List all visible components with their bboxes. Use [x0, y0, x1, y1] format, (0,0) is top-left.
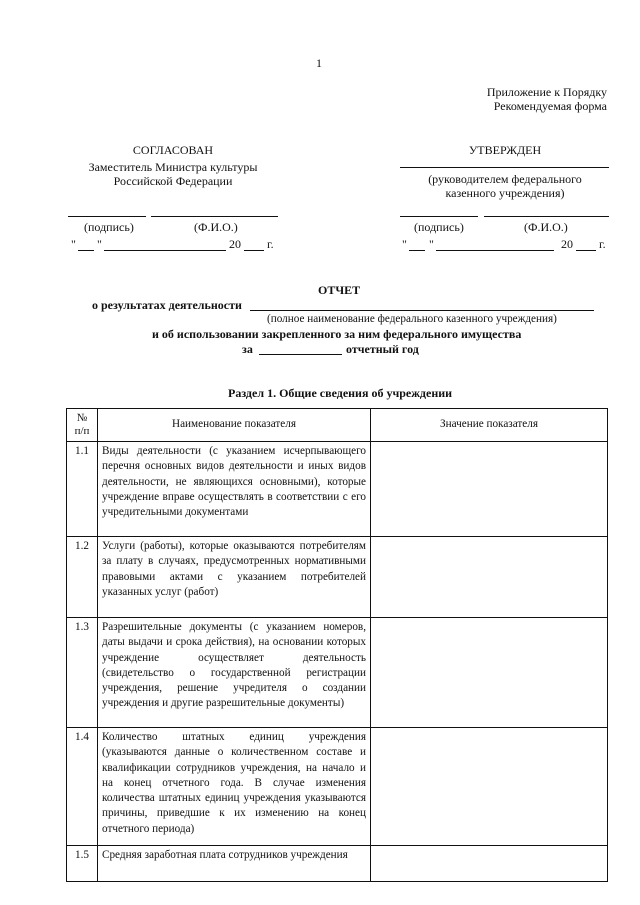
approved-head-label-line2: казенного учреждения) — [445, 186, 565, 200]
agreed-position-line2: Российской Федерации — [113, 174, 233, 188]
property-usage-line: и об использовании закрепленного за ним федерального имущества — [152, 327, 522, 341]
agreed-signature-line — [68, 216, 146, 217]
row-number: 1.2 — [67, 537, 98, 618]
row-indicator-value[interactable] — [371, 537, 608, 618]
approved-signature-line — [400, 216, 478, 217]
approved-head-line — [400, 167, 609, 168]
approved-signature-label: (подпись) — [414, 220, 464, 234]
agreed-date-open-quote: " — [71, 237, 76, 251]
row-indicator-name: Виды деятельности (с указанием исчерпывающего перечня основных видов деятельности и иных видов деятельности, не являющихся основными), которые учреждение вправе осуществлять в соответствии с его учредительными документами — [98, 442, 371, 537]
agreed-name-line — [151, 216, 278, 217]
table-row — [67, 442, 608, 537]
row-number: 1.5 — [67, 846, 98, 882]
institution-name-hint: (полное наименование федерального казенного учреждения) — [267, 313, 557, 325]
recommended-form-note: Рекомендуемая форма — [493, 99, 607, 113]
approved-title: УТВЕРЖДЕН — [468, 143, 542, 157]
row-indicator-name: Услуги (работы), которые оказываются потребителям за плату в случаях, предусмотренных нормативными правовыми актами с указанием потребителей указанных услуг (работ) — [98, 537, 371, 618]
section-title: Раздел 1. Общие сведения об учреждении — [228, 386, 453, 400]
approved-year-suffix: г. — [599, 237, 606, 251]
row-indicator-name: Количество штатных единиц учреждения (указываются данные о количественном составе и квалификации сотрудников учреждения, на начало и на конец отчетного года. В случае изменения количества штатных единиц учреждения указываются причины, приведшие к их изменению на конец отчетного периода) — [98, 728, 371, 846]
column-header-name: Наименование показателя — [98, 409, 371, 442]
approved-date-close-quote: " — [429, 237, 434, 251]
agreed-name-label: (Ф.И.О.) — [194, 220, 238, 234]
table-row — [67, 537, 608, 618]
agreed-date-close-quote: " — [97, 237, 102, 251]
report-results-prefix: о результатах деятельности — [92, 298, 242, 312]
indicators-table — [66, 408, 608, 882]
table-row — [67, 618, 608, 728]
agreed-signature-label: (подпись) — [84, 220, 134, 234]
row-number: 1.4 — [67, 728, 98, 846]
row-number: 1.1 — [67, 442, 98, 537]
row-indicator-name: Разрешительные документы (с указанием номеров, даты выдачи и срока действия), на основании которых учреждение осуществляет деятельность (свидетельство о государственной регистрации учреждения, решение учредителя о создании учреждения и другие разрешительные документы) — [98, 618, 371, 728]
table-header-row — [67, 409, 608, 442]
row-indicator-name: Средняя заработная плата сотрудников учреждения — [98, 846, 371, 882]
approved-month-line — [436, 250, 554, 251]
agreed-month-line — [104, 250, 226, 251]
approved-date-open-quote: " — [402, 237, 407, 251]
row-indicator-value[interactable] — [371, 442, 608, 537]
report-title: ОТЧЕТ — [318, 283, 361, 297]
table-row — [67, 728, 608, 846]
approved-year-line — [576, 250, 596, 251]
institution-name-line — [250, 310, 594, 311]
row-number: 1.3 — [67, 618, 98, 728]
table-row — [67, 846, 608, 882]
agreed-year-suffix: г. — [267, 237, 274, 251]
approved-name-label: (Ф.И.О.) — [524, 220, 568, 234]
period-suffix: отчетный год — [346, 342, 419, 356]
approved-day-line — [409, 250, 425, 251]
agreed-year-line — [244, 250, 264, 251]
period-line — [259, 354, 342, 355]
page-marker: 1 — [316, 56, 322, 70]
approved-name-line — [484, 216, 609, 217]
approved-head-label-line1: (руководителем федерального — [428, 172, 582, 186]
approved-year-prefix: 20 — [561, 237, 573, 251]
row-indicator-value[interactable] — [371, 618, 608, 728]
row-indicator-value[interactable] — [371, 846, 608, 882]
agreed-day-line — [78, 250, 94, 251]
appendix-reference: Приложение к Порядку — [486, 85, 607, 99]
row-indicator-value[interactable] — [371, 728, 608, 846]
column-header-value: Значение показателя — [371, 409, 608, 442]
agreed-position-line1: Заместитель Министра культуры — [88, 160, 258, 174]
agreed-title: СОГЛАСОВАН — [132, 143, 214, 157]
period-prefix: за — [242, 342, 253, 356]
agreed-year-prefix: 20 — [229, 237, 241, 251]
column-header-number: № п/п — [67, 409, 98, 442]
